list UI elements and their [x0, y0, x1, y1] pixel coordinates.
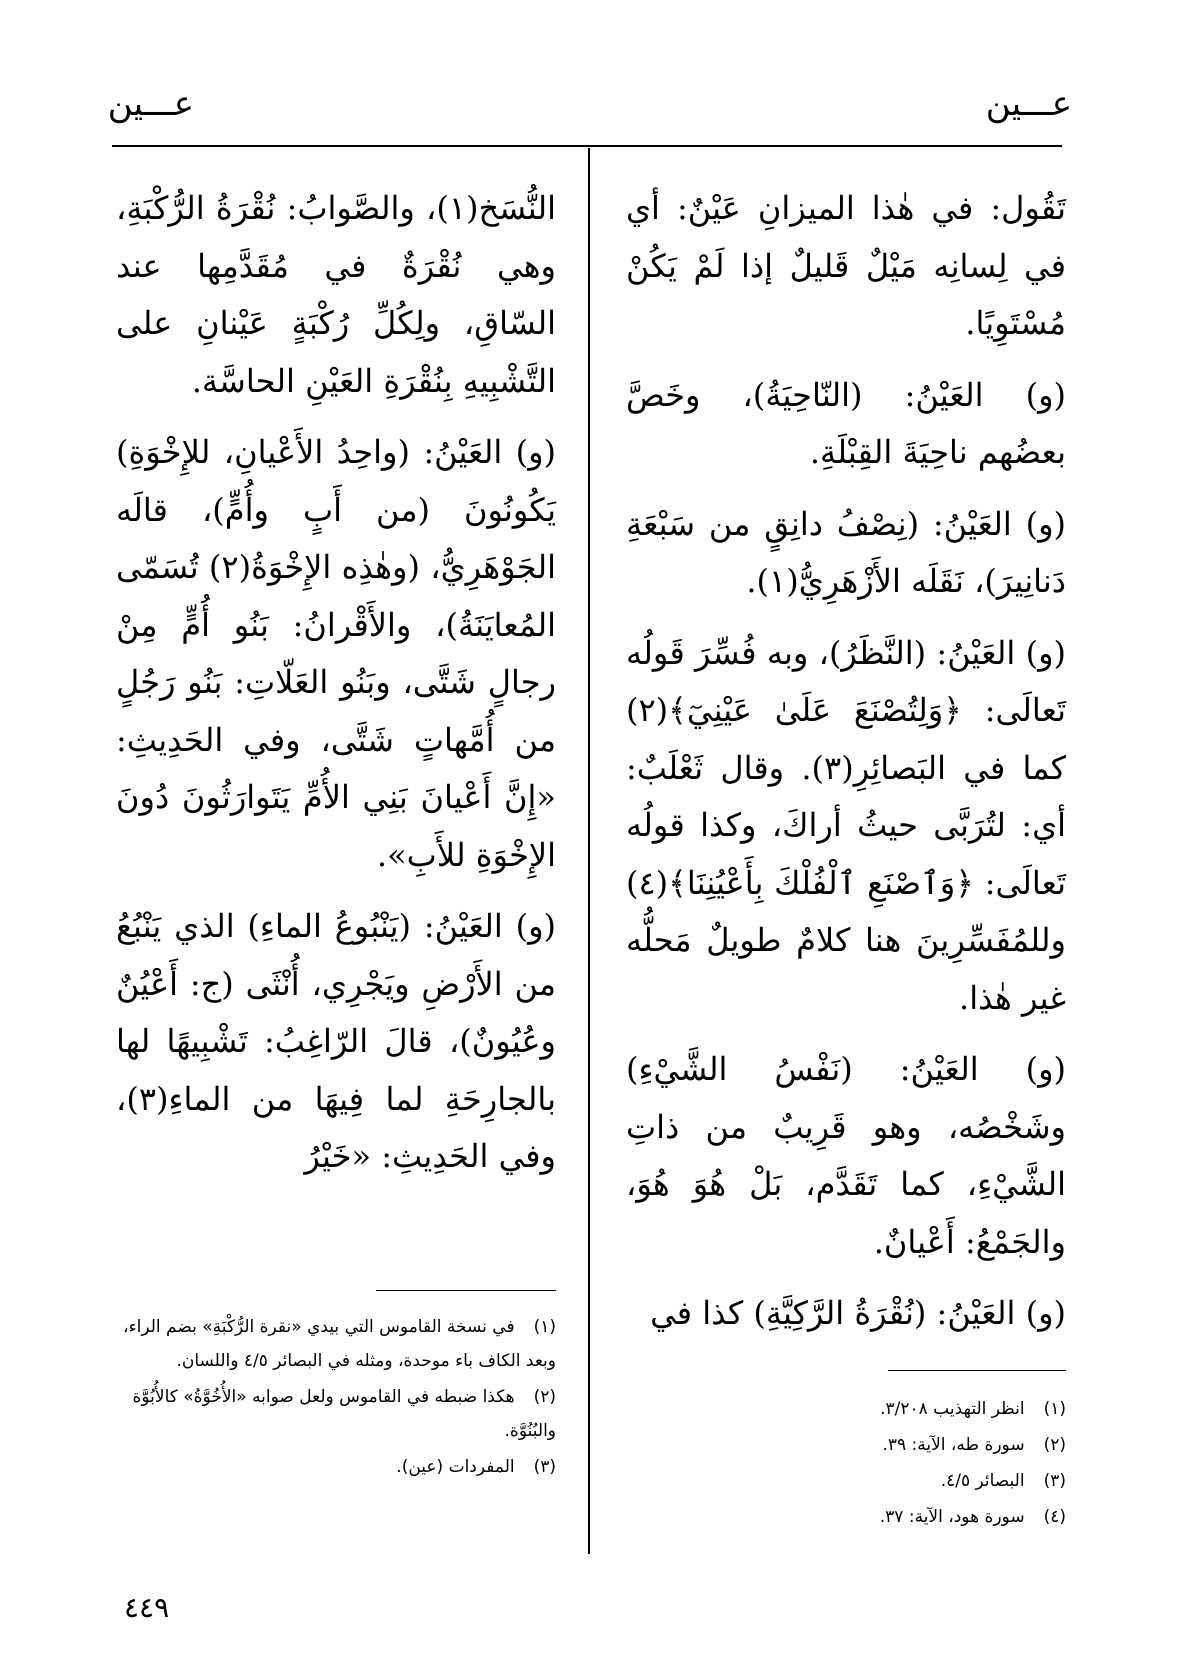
footnote-number: (٢) [533, 1387, 556, 1407]
left-column [116, 180, 556, 1200]
footnote-text: سورة هود، الآية: ٣٧. [879, 1507, 1025, 1527]
footnote [116, 1380, 556, 1448]
paragraph: (و) العَيْنُ: (النّاحِيَةُ)، وخَصَّ بعضُهم ناحِيَةَ القِبْلَةِ. [626, 375, 1066, 471]
right-column [626, 180, 1066, 1357]
paragraph: (و) العَيْنُ: (نُقْرَةُ الرَّكِيَّةِ) كذا في [650, 1294, 1066, 1332]
footnote-number: (١) [1043, 1399, 1066, 1419]
running-header-left: عـــين [107, 84, 194, 124]
footnote-number: (٣) [1043, 1471, 1066, 1491]
paragraph: (و) العَيْنُ: (النَّظَرُ)، وبه فُسِّرَ قَولُه تَعالَى: ﴿وَلِتُصْنَعَ عَلَىٰ عَيْنِيٓ﴾(٢) كما في البَصائِرِ(٣). وقال ثَعْلَبٌ: أي: لتُرَبَّى حيثُ أراكَ، وكذا قولُه تَعالَى: ﴿وَٱصْنَعِ ٱلْفُلْكَ بِأَعْيُنِنَا﴾(٤) وللمُفَسِّرِينَ هنا كلامٌ طويلٌ مَحلُّه غير هٰذا. [626, 633, 1066, 1017]
footnote-text: في نسخة القاموس التي بيدي «نقرة الرُّكْبَةِ» بضم الراء، وبعد الكاف باء موحدة، ومثله في البصائر ٤/٥ واللسان. [123, 1317, 556, 1371]
page-number: ٤٤٩ [124, 1591, 170, 1624]
footnote-number: (١) [533, 1317, 556, 1337]
footnotes-right [776, 1392, 1066, 1536]
paragraph: (و) العَيْنُ: (يَنْبُوعُ الماءِ) الذي يَنْبُعُ من الأَرْضِ ويَجْرِي، أُنْثَى (ج: أَعْيُنٌ وعُيُونٌ)، قالَ الرّاغِبُ: تَشْبِيهًا لها بالجارِحَةِ لما فِيهَا من الماءِ(٣)، وفي الحَدِيثِ: «خَيْرُ [116, 907, 556, 1175]
footnote [116, 1450, 556, 1484]
footnote [776, 1428, 1066, 1462]
footnote-rule-left [376, 1290, 556, 1291]
running-header-right: عـــين [985, 84, 1072, 124]
footnote-text: البصائر ٤/٥. [940, 1471, 1025, 1491]
footnote [776, 1392, 1066, 1426]
footnote-number: (٢) [1043, 1435, 1066, 1455]
footnote-text: سورة طه، الآية: ٣٩. [882, 1435, 1025, 1455]
footnote-number: (٣) [533, 1457, 556, 1477]
footnote-text: المفردات (عين). [396, 1457, 515, 1477]
footnote-text: هكذا ضبطه في القاموس ولعل صوابه «الأُخُوَّةُ» كالأُبُوَّة والبُنُوَّة. [132, 1387, 556, 1441]
paragraph: (و) العَيْنُ: (نَفْسُ الشَّيْءِ) وشَخْصُه، وهو قَرِيبٌ من ذاتِ الشَّيْءِ، كما تَقَدَّم، بَلْ هُوَ هُوَ، والجَمْعُ: أَعْيانٌ. [626, 1050, 1066, 1261]
footnote-rule-right [888, 1370, 1066, 1371]
footnotes-left [116, 1310, 556, 1486]
header-rule [112, 145, 1062, 147]
footnote [776, 1500, 1066, 1534]
footnote [116, 1310, 556, 1378]
paragraph: (و) العَيْنُ: (واحِدُ الأَعْيانِ، للإِخْوَةِ) يَكُونُونَ (من أَبٍ وأُمٍّ)، قالَه الجَوْهَرِيُّ، (وهٰذِه الإِخْوَةُ(٢) تُسَمّى المُعايَنَةُ)، والأَقْرانُ: بَنُو أُمٍّ مِنْ رجالٍ شَتَّى، وبَنُو العَلّاتِ: بَنُو رَجُلٍ من أُمَّهاتٍ شَتَّى، وفي الحَدِيثِ: «إِنَّ أَعْيانَ بَنِي الأُمِّ يَتَوارَثُونَ دُونَ الإِخْوَةِ للأَبِ». [116, 433, 556, 874]
footnote-text: انظر التهذيب ٣/٢٠٨. [880, 1399, 1025, 1419]
paragraph: (و) العَيْنُ: (نِصْفُ دانِقٍ من سَبْعَةِ دَنانِيرَ)، نَقَلَه الأَزْهَرِيُّ(١). [626, 504, 1066, 600]
column-divider [588, 148, 590, 1554]
paragraph: النُّسَخ(١)، والصَّوابُ: نُقْرَةُ الرُّكْبَةِ، وهي نُقْرَةٌ في مُقَدَّمِها عند السّاقِ، ولِكُلِّ رُكْبَةٍ عَيْنانِ على التَّشْبِيهِ بِنُقْرَةِ العَيْنِ الحاسَّة. [116, 189, 556, 400]
footnote [776, 1464, 1066, 1498]
paragraph: تَقُول: في هٰذا الميزانِ عَيْنٌ: أي في لِسانِه مَيْلٌ قَليلٌ إذا لَمْ يَكُنْ مُسْتَوِيًا. [626, 189, 1066, 342]
footnote-number: (٤) [1043, 1507, 1066, 1527]
